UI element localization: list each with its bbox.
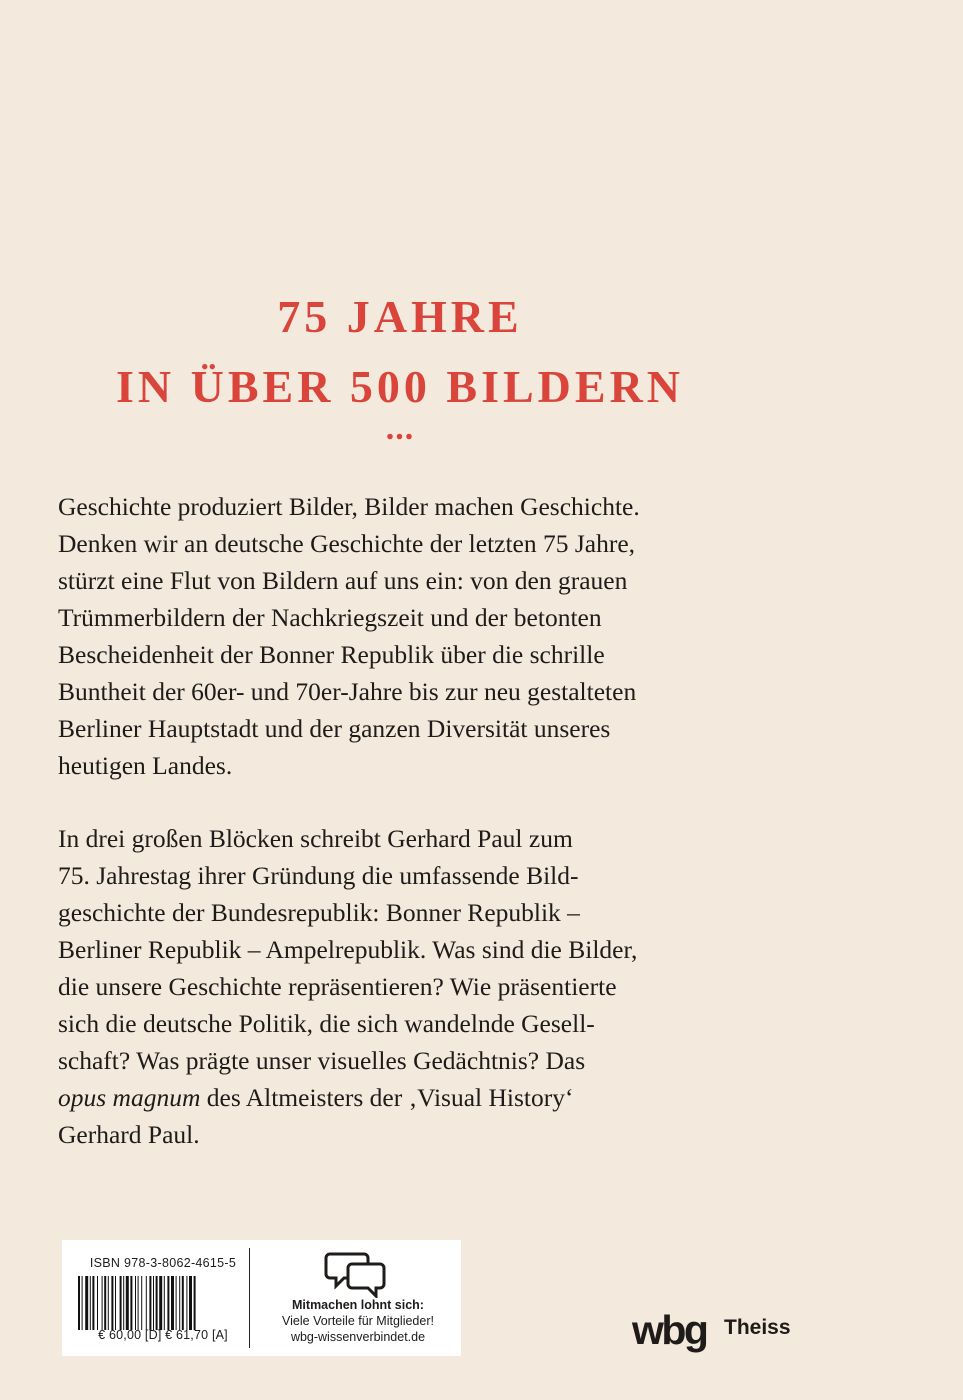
sticker-divider (249, 1248, 250, 1348)
barcode-sticker (62, 1240, 461, 1356)
text-line: Denken wir an deutsche Geschichte der letzten 75 Jahre, (58, 529, 636, 558)
headline (0, 282, 800, 422)
text-line: Geschichte produziert Bilder, Bilder machen Geschichte. (58, 492, 640, 521)
text-line: heutigen Landes. (58, 751, 233, 780)
promo-subtitle: Viele Vorteile für Mitglieder! (282, 1314, 434, 1328)
text-line: Bescheidenheit der Bonner Republik über die schrille (58, 640, 605, 669)
headline-ellipsis: ... (385, 410, 415, 447)
speech-bubbles-icon (324, 1248, 388, 1298)
text-line: Berliner Hauptstadt und der ganzen Diversität unseres (58, 714, 611, 743)
text-line: Buntheit der 60er- und 70er-Jahre bis zur neu gestalteten (58, 677, 637, 706)
text-line: Berliner Republik – Ampelrepublik. Was sind die Bilder, (58, 935, 638, 964)
text-line: stürzt eine Flut von Bildern auf uns ein: von den grauen (58, 566, 628, 595)
text-line: schaft? Was prägte unser visuelles Gedächtnis? Das (58, 1046, 586, 1075)
text-line: sich die deutsche Politik, die sich wandelnde Gesell- (58, 1009, 595, 1038)
text-line: die unsere Geschichte repräsentieren? Wie präsentierte (58, 972, 617, 1001)
price-label: € 60,00 [D] € 61,70 [A] (98, 1328, 228, 1342)
italic-phrase: opus magnum (58, 1083, 201, 1112)
text-segment: des Altmeisters der ‚Visual History‘ (200, 1083, 574, 1112)
headline-line-1: 75 JAHRE (277, 291, 523, 342)
promo-url: wbg-wissenverbindet.de (290, 1330, 426, 1344)
headline-line-2: IN ÜBER 500 BILDERN (115, 361, 685, 412)
text-line: geschichte der Bundesrepublik: Bonner Republik – (58, 898, 580, 927)
text-line: Trümmerbildern der Nachkriegszeit und der betonten (58, 603, 602, 632)
barcode-icon (78, 1276, 250, 1330)
wbg-logo: wbg (632, 1307, 707, 1353)
text-line: Gerhard Paul. (58, 1120, 200, 1149)
promo-title: Mitmachen lohnt sich: (292, 1298, 424, 1312)
text-line (58, 1079, 778, 1116)
imprint-name: Theiss (724, 1316, 791, 1339)
blurb-paragraph-1 (58, 488, 778, 784)
text-line: In drei großen Blöcken schreibt Gerhard Paul zum (58, 824, 573, 853)
isbn-label: ISBN 978-3-8062-4615-5 (89, 1256, 237, 1270)
text-line: 75. Jahrestag ihrer Gründung die umfassende Bild- (58, 861, 579, 890)
blurb-paragraph-2 (58, 820, 778, 1153)
